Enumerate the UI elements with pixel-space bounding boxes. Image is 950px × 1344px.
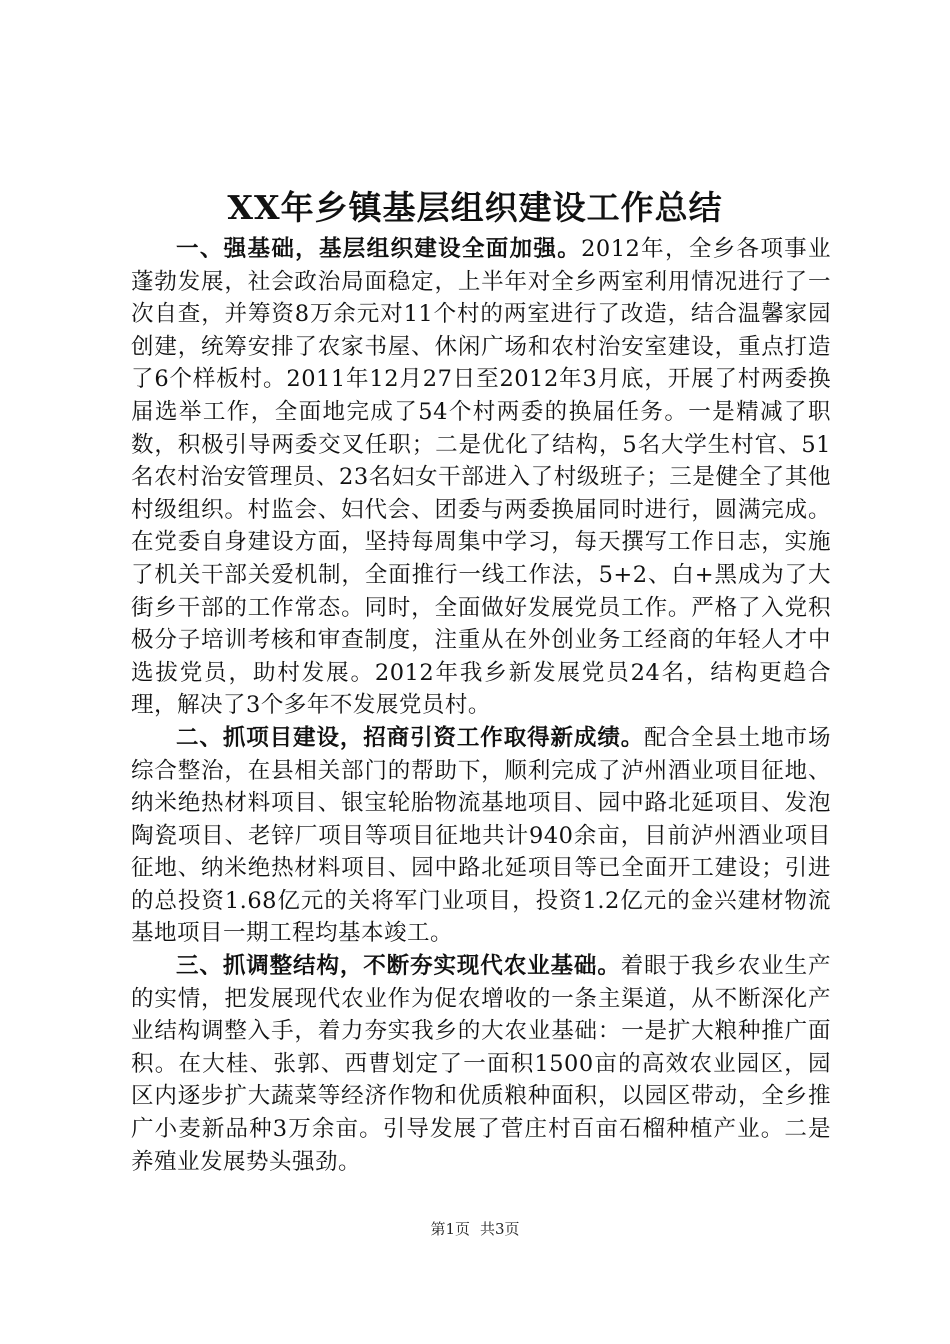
- paragraph-1: [131, 233, 831, 722]
- paragraph-2-text: 配合全县土地市场综合整治，在县相关部门的帮助下，顺利完成了泸州酒业项目征地、纳米绝热材料项目、银宝轮胎物流基地项目、园中路北延项目、发泡陶瓷项目、老锌厂项目等项目征地共计940余亩，目前泸州酒业项目征地、纳米绝热材料项目、园中路北延项目等已全面开工建设；引进的总投资1.68亿元的关将军门业项目，投资1.2亿元的金兴建材物流基地项目一期工程均基本竣工。: [131, 724, 831, 947]
- document-title: XX年乡镇基层组织建设工作总结: [227, 188, 723, 227]
- paragraph-3: [131, 950, 831, 1178]
- document-body: [131, 233, 831, 1178]
- paragraph-3-text: 着眼于我乡农业生产的实情，把发展现代农业作为促农增收的一条主渠道，从不断深化产业结构调整入手，着力夯实我乡的大农业基础：一是扩大粮种推广面积。在大桂、张郭、西曹划定了一面积1500亩的高效农业园区，园区内逐步扩大蔬菜等经济作物和优质粮种面积，以园区带动，全乡推广小麦新品种3万余亩。引导发展了菅庄村百亩石榴种植产业。二是养殖业发展势头强劲。: [131, 953, 831, 1175]
- paragraph-2-heading: 二、抓项目建设，招商引资工作取得新成绩。: [176, 724, 645, 751]
- paragraph-2: [131, 722, 831, 950]
- paragraph-3-heading: 三、抓调整结构，不断夯实现代农业基础。: [176, 953, 621, 980]
- page-total: 共3页: [480, 1220, 520, 1238]
- paragraph-1-heading: 一、强基础，基层组织建设全面加强。: [176, 236, 582, 262]
- page-number: 第1页: [430, 1220, 470, 1238]
- page-footer: [0, 1218, 950, 1239]
- paragraph-1-text: 2012年，全乡各项事业蓬勃发展，社会政治局面稳定，上半年对全乡两室利用情况进行了一次自查，并筹资8万余元对11个村的两室进行了改造，结合温馨家园创建，统筹安排了农家书屋、休闲广场和农村治安室建设，重点打造了6个样板村。2011年12月27日至2012年3月底，开展了村两委换届选举工作，全面地完成了54个村两委的换届任务。一是精减了职数，积极引导两委交叉任职；二是优化了结构，5名大学生村官、51名农村治安管理员、23名妇女干部进入了村级班子；三是健全了其他村级组织。村监会、妇代会、团委与两委换届同时进行，圆满完成。在党委自身建设方面，坚持每周集中学习，每天撰写工作日志，实施了机关干部关爱机制，全面推行一线工作法，5+2、白+黑成为了大街乡干部的工作常态。同时，全面做好发展党员工作。严格了入党积极分子培训考核和审查制度，注重从在外创业务工经商的年轻人才中选拔党员，助村发展。2012年我乡新发展党员24名，结构更趋合理，解决了3个多年不发展党员村。: [131, 236, 831, 719]
